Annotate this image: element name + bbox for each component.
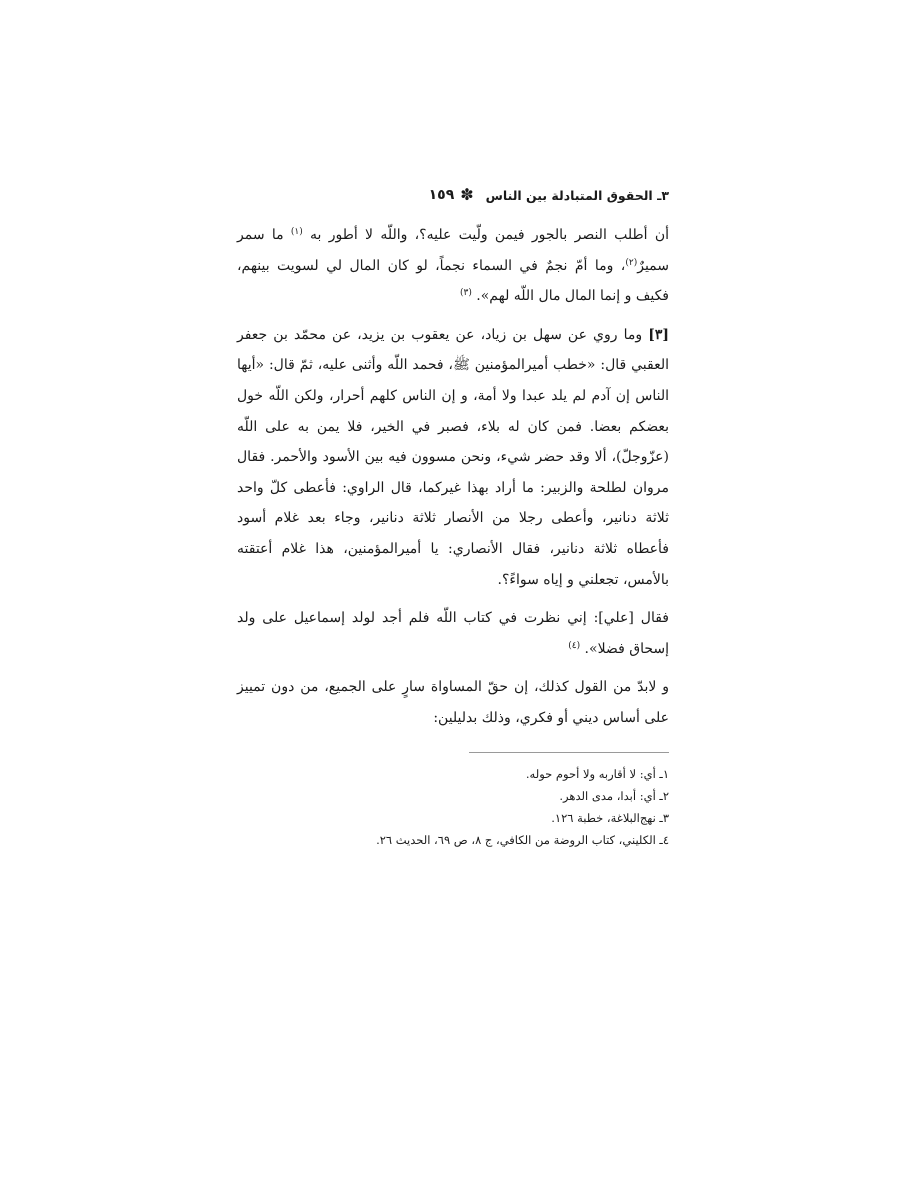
paragraph-2 [237,320,669,595]
chapter-title: ٣ـ الحقوق المتبادلة بين الناس [485,187,669,203]
footnote-ref-4: (٤) [568,640,581,651]
page-number: ١٥٩ [428,187,455,203]
footnote-3: ٣ـ نهج‌البلاغة، خطبة ١٢٦. [551,810,669,825]
paragraph-4 [237,672,669,733]
footnote-divider [469,752,669,753]
running-header [237,182,669,208]
text-run: و لابدّ من القول كذلك، إن حقّ المساواة سارٍ على الجميع، من دون تمييز على أساس ديني أو فكري، وذلك بدليلين: [237,679,669,726]
paragraph-3 [237,603,669,664]
text-run: أن أطلب النصر بالجور فيمن ولّيت عليه؟، واللّه لا أطور به [302,227,669,243]
text-run: ما سمر سميرٌ [237,227,669,274]
footnote-ref-1: (١) [290,227,303,237]
book-page [237,182,669,851]
text-run: ، وما أمّ نجمٌ في السماء نجماً، لو كان المال لي لسويت بينهم، فكيف و إنما المال مال اللّه لهم». [237,257,669,305]
flower-ornament-icon: ✽ [460,185,474,204]
footnote-ref-2: (٢) [625,257,638,268]
text-run: وما روي عن سهل بن زياد، عن يعقوب بن يزيد، عن محمّد بن جعفر العقبي قال: «خطب أميرالمؤمنين ﷺ، فحمد اللّه وأثنى عليه، ثمّ قال: «أيها الناس إن آدم لم يلد عبدا ولا أمة، و إن الناس كلهم أحرار، ولكن اللّه خول بعضكم بعضا. فمن كان له بلاء، فصبر في الخير، فلا يمن به على اللّه (عزّوجلّ)، ألا وقد حضر شيء، ونحن مسوون فيه بين الأسود والأحمر. فقال مروان لطلحة والزبير: ما أراد بهذا غيركما، قال الراوي: فأعطى كلّ واحد ثلاثة دنانير، وأعطى رجلا من الأنصار ثلاثة دنانير، وجاء بعد غلام أسود فأعطاه ثلاثة دنانير، فقال الأنصاري: يا أميرالمؤمنين، هذا غلام أعتقته بالأمس، تجعلني و إياه سواءً؟. [237,326,669,588]
footnotes [237,763,669,851]
body-text [237,220,669,734]
text-run: فقال [علي]: إني نظرت في كتاب اللّه فلم أجد لولد إسماعيل على ولد إسحاق فضلا». [237,610,669,657]
footnote-2: ٢ـ أي: أبدا، مدى الدهر. [559,788,669,803]
footnote-1: ١ـ أي: لا أقاربه ولا أحوم حوله. [525,766,669,781]
section-marker: [٣] [648,326,669,343]
footnote-ref-3: (٣) [459,288,472,299]
paragraph-1 [237,220,669,312]
footnote-4: ٤ـ الكليني، كتاب الروضة من الكافي، ج ٨، ص ٦٩، الحديث ٢٦. [376,832,669,847]
